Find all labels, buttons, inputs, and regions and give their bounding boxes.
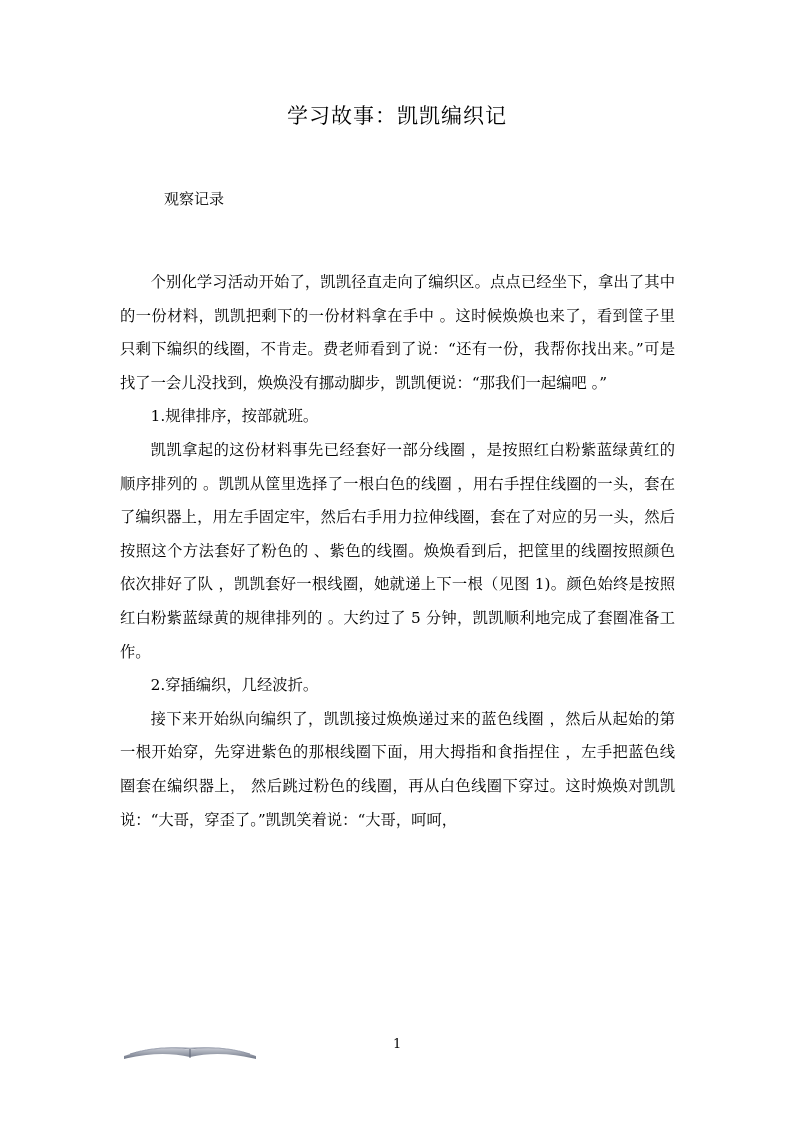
body-paragraph: 个别化学习活动开始了，凯凯径直走向了编织区。点点已经坐下，拿出了其中的一份材料，凯凯把剩下的一份材料拿在手中 。这时候焕焕也来了，看到筐子里只剩下编织的线圈，不肯走。费老师看到了说：“还有一份，我帮你找出来。”可是找了一会儿没找到，焕焕没有挪动脚步，凯凯便说：“那我们一起编吧 。” xyxy=(120,273,675,392)
section-label: 观察记录 xyxy=(164,190,225,208)
document-body xyxy=(120,266,675,837)
subheading: 2.穿插编织，几经波折。 xyxy=(150,676,319,695)
document-title: 学习故事：凯凯编织记 xyxy=(287,104,507,128)
open-book-icon xyxy=(120,1038,260,1060)
subheading: 1.规律排序，按部就班。 xyxy=(150,407,319,426)
body-paragraph: 凯凯拿起的这份材料事先已经套好一部分线圈 ，是按照红白粉紫蓝绿黄红的顺序排列的 。凯凯从筐里选择了一根白色的线圈 ，用右手捏住线圈的一头，套在了编织器上，用左手固定牢，然后右手用力拉伸线圈，套在了对应的另一头，然后按照这个方法套好了粉色的 、紫色的线圈。焕焕看到后，把筐里的线圈按照颜色依次排好了队 ，凯凯套好一根线圈，她就递上下一根（见图 1)。颜色始终是按照红白粉紫蓝绿黄的规律排列的 。大约过了 5 分钟，凯凯顺利地完成了套圈准备工作。 xyxy=(120,440,675,661)
body-paragraph: 接下来开始纵向编织了，凯凯接过焕焕递过来的蓝色线圈 ，然后从起始的第一根开始穿，先穿进紫色的那根线圈下面，用大拇指和食指捏住 ，左手把蓝色线圈套在编织器上， 然后跳过粉色的线圈，再从白色线圈下穿过。这时焕焕对凯凯说：“大哥，穿歪了。”凯凯笑着说：“大哥，呵呵， xyxy=(120,709,675,829)
page-number: 1 xyxy=(393,1037,402,1052)
